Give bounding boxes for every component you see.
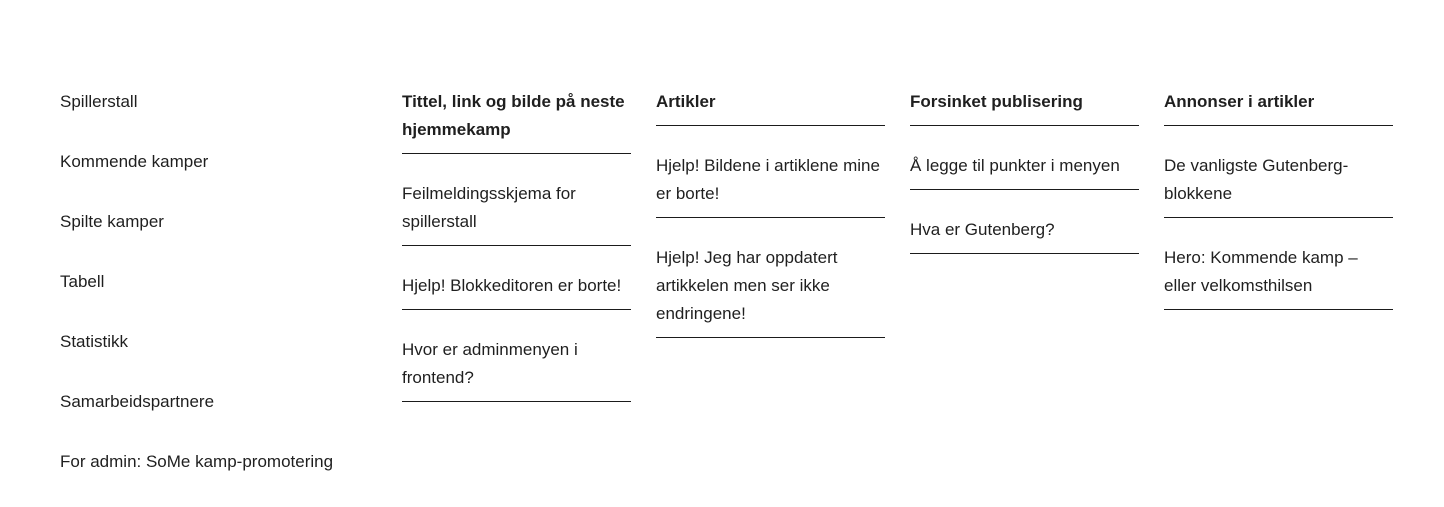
page-link-statistikk[interactable]: Statistikk [60, 332, 129, 351]
page-link-tabell[interactable]: Tabell [60, 272, 105, 291]
article-link-punkter-i-menyen[interactable]: Å legge til punkter i menyen [910, 152, 1139, 190]
page-link-kommende-kamper[interactable]: Kommende kamper [60, 152, 209, 171]
category-column-forsinket-publisering [910, 88, 1139, 280]
article-link-adminmeny-frontend[interactable]: Hvor er adminmenyen i frontend? [402, 336, 631, 402]
article-link-gutenberg-blokkene[interactable]: De vanligste Gutenberg-blokkene [1164, 152, 1393, 218]
category-title-neste-hjemmekamp[interactable]: Tittel, link og bilde på neste hjemmekamp [402, 88, 631, 154]
page-link-spillerstall[interactable]: Spillerstall [60, 92, 138, 111]
category-column-annonser-i-artikler [1164, 88, 1393, 336]
article-link-feilmeldingsskjema[interactable]: Feilmeldingsskjema for spillerstall [402, 180, 631, 246]
article-link-blokkeditoren-borte[interactable]: Hjelp! Blokkeditoren er borte! [402, 272, 631, 310]
article-link-ser-ikke-endringene[interactable]: Hjelp! Jeg har oppdatert artikkelen men ser ikke endringene! [656, 244, 885, 338]
category-title-annonser-i-artikler[interactable]: Annonser i artikler [1164, 88, 1393, 126]
article-link-hva-er-gutenberg[interactable]: Hva er Gutenberg? [910, 216, 1139, 254]
page-link-spilte-kamper[interactable]: Spilte kamper [60, 212, 164, 231]
pages-column [60, 88, 378, 507]
category-title-forsinket-publisering[interactable]: Forsinket publisering [910, 88, 1139, 126]
page-link-samarbeidspartnere[interactable]: Samarbeidspartnere [60, 392, 215, 411]
category-title-artikler[interactable]: Artikler [656, 88, 885, 126]
article-link-hero-kommende-kamp[interactable]: Hero: Kommende kamp – eller velkomsthilsen [1164, 244, 1393, 310]
category-column-artikler [656, 88, 885, 364]
page-link-some-kamp-promotering[interactable]: For admin: SoMe kamp-promotering [60, 452, 334, 471]
article-link-bildene-borte[interactable]: Hjelp! Bildene i artiklene mine er borte! [656, 152, 885, 218]
category-column-neste-hjemmekamp [402, 88, 631, 428]
